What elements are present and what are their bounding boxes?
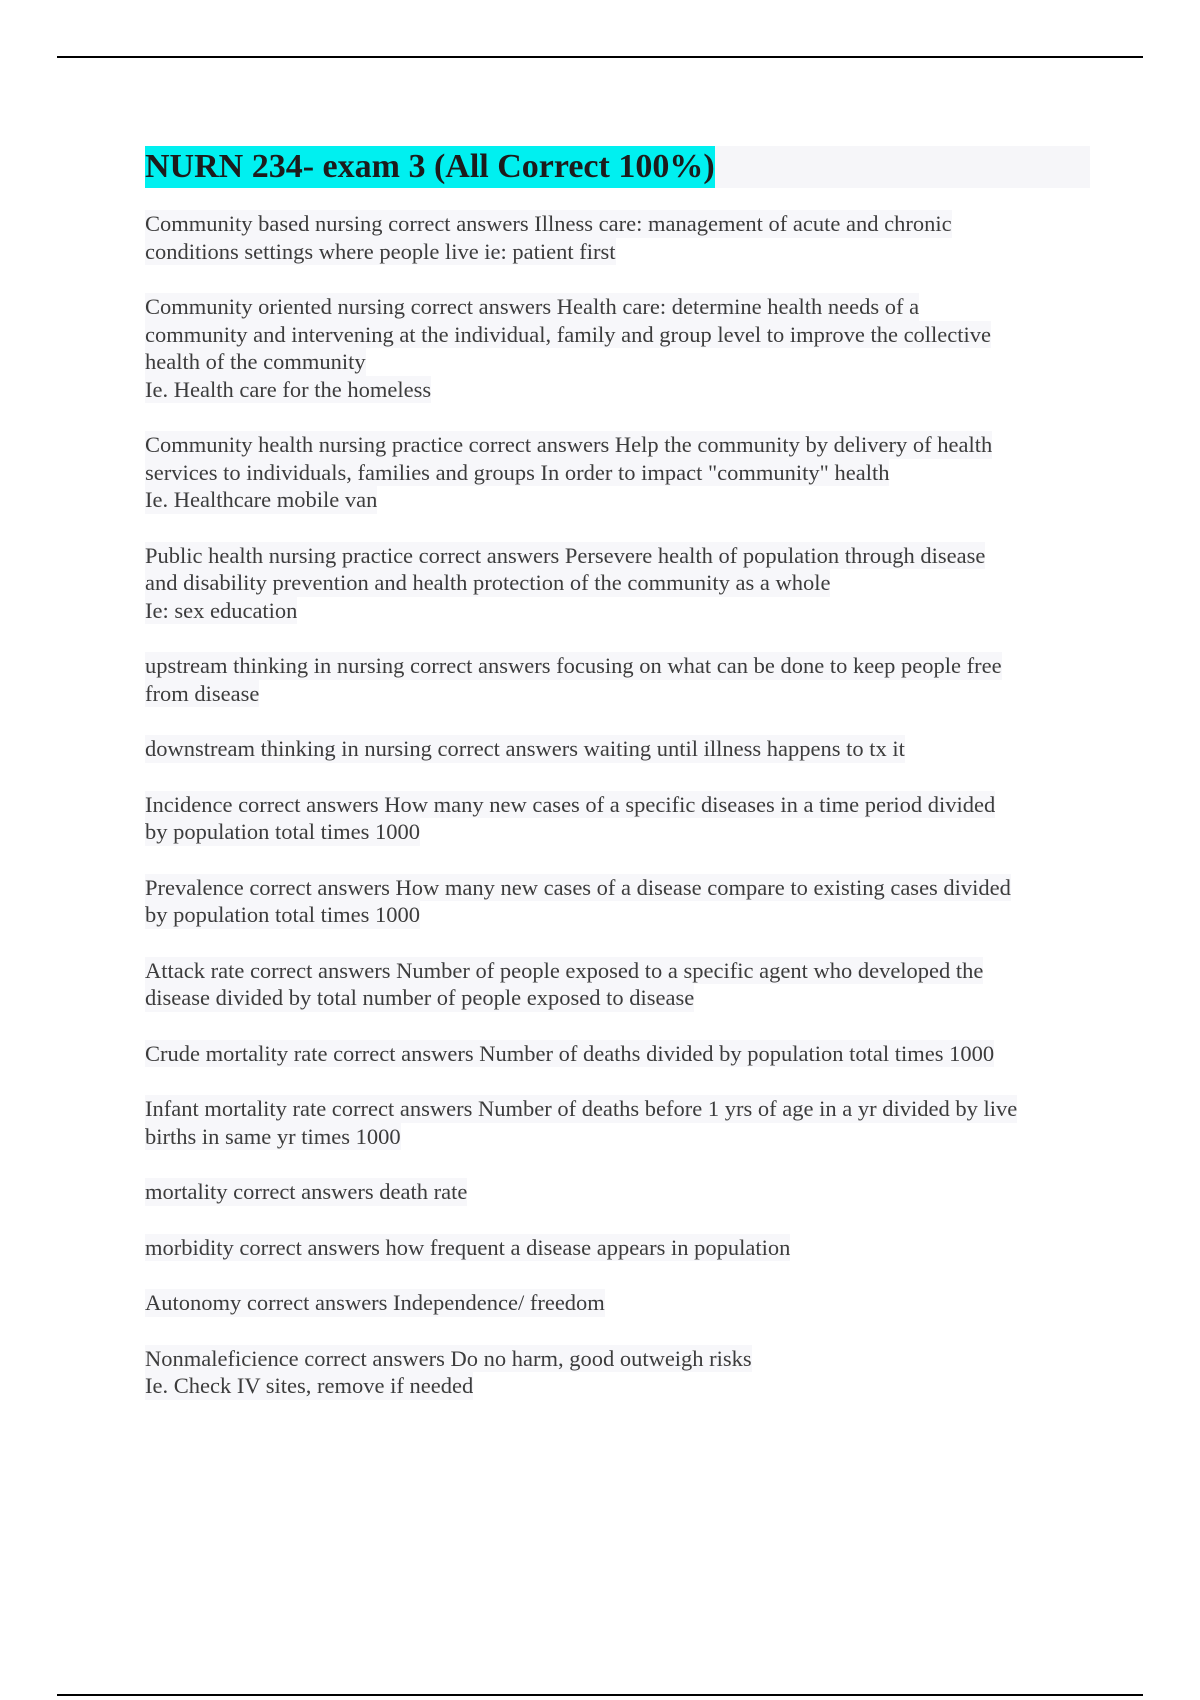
qa-text-line: Ie: sex education (145, 597, 298, 623)
qa-text-line: services to individuals, families and groups In order to impact "community" health (145, 459, 890, 485)
qa-text-line: health of the community (145, 349, 366, 374)
qa-entry (145, 293, 1090, 403)
qa-entry (145, 791, 1090, 846)
qa-entry (145, 1234, 1090, 1262)
qa-text-line: downstream thinking in nursing correct answers waiting until illness happens to tx it (145, 736, 905, 761)
qa-text-line: Public health nursing practice correct answers Persevere health of population through disease (145, 542, 986, 568)
qa-entry (145, 1345, 1090, 1400)
qa-entry (145, 431, 1090, 514)
qa-text-line: conditions settings where people live ie: patient first (145, 238, 616, 264)
qa-text-line: and disability prevention and health protection of the community as a whole (145, 570, 831, 595)
qa-text-line: community and intervening at the individual, family and group level to improve the collective (145, 321, 992, 347)
qa-text-line: Autonomy correct answers Independence/ freedom (145, 1290, 605, 1315)
qa-entry (145, 957, 1090, 1012)
qa-entry (145, 1040, 1090, 1068)
qa-text-line: upstream thinking in nursing correct answers focusing on what can be done to keep people free (145, 653, 1002, 678)
qa-text-line: Ie. Healthcare mobile van (145, 487, 378, 512)
qa-text-line: by population total times 1000 (145, 819, 420, 844)
qa-text-line: Community oriented nursing correct answers Health care: determine health needs of a (145, 294, 920, 319)
qa-text-line: mortality correct answers death rate (145, 1179, 468, 1204)
qa-text-line: Community based nursing correct answers Illness care: management of acute and chronic (145, 211, 952, 236)
qa-text-line: disease divided by total number of people exposed to disease (145, 985, 695, 1010)
qa-entry (145, 1095, 1090, 1150)
qa-text-line: births in same yr times 1000 (145, 1123, 401, 1149)
qa-text-line: Nonmaleficience correct answers Do no harm, good outweigh risks (145, 1345, 752, 1371)
qa-text-line: from disease (145, 680, 260, 706)
qa-text-line: Ie. Health care for the homeless (145, 376, 432, 402)
document-title: NURN 234- exam 3 (All Correct 100%) (145, 146, 715, 188)
qa-text-line: Community health nursing practice correct answers Help the community by delivery of health (145, 432, 993, 457)
title-row (145, 146, 1090, 188)
qa-text-line: Prevalence correct answers How many new cases of a disease compare to existing cases divided (145, 874, 1011, 900)
qa-text-line: Ie. Check IV sites, remove if needed (145, 1373, 474, 1398)
qa-text-line: by population total times 1000 (145, 902, 420, 927)
qa-text-line: Crude mortality rate correct answers Number of deaths divided by population total times 1000 (145, 1040, 995, 1066)
qa-entry (145, 1178, 1090, 1206)
qa-text-line: Attack rate correct answers Number of people exposed to a specific agent who developed the (145, 957, 984, 983)
qa-entry (145, 210, 1090, 265)
qa-entry (145, 735, 1090, 763)
qa-text-line: morbidity correct answers how frequent a disease appears in population (145, 1234, 791, 1260)
qa-entry (145, 1289, 1090, 1317)
document-body (145, 146, 1090, 1428)
qa-entry (145, 542, 1090, 625)
qa-text-line: Incidence correct answers How many new cases of a specific diseases in a time period divided (145, 791, 996, 817)
qa-text-line: Infant mortality rate correct answers Number of deaths before 1 yrs of age in a yr divided by live (145, 1096, 1018, 1121)
qa-list (145, 210, 1090, 1400)
qa-entry (145, 874, 1090, 929)
page-top-rule (57, 56, 1143, 58)
page-bottom-rule (57, 1694, 1143, 1696)
qa-entry (145, 652, 1090, 707)
